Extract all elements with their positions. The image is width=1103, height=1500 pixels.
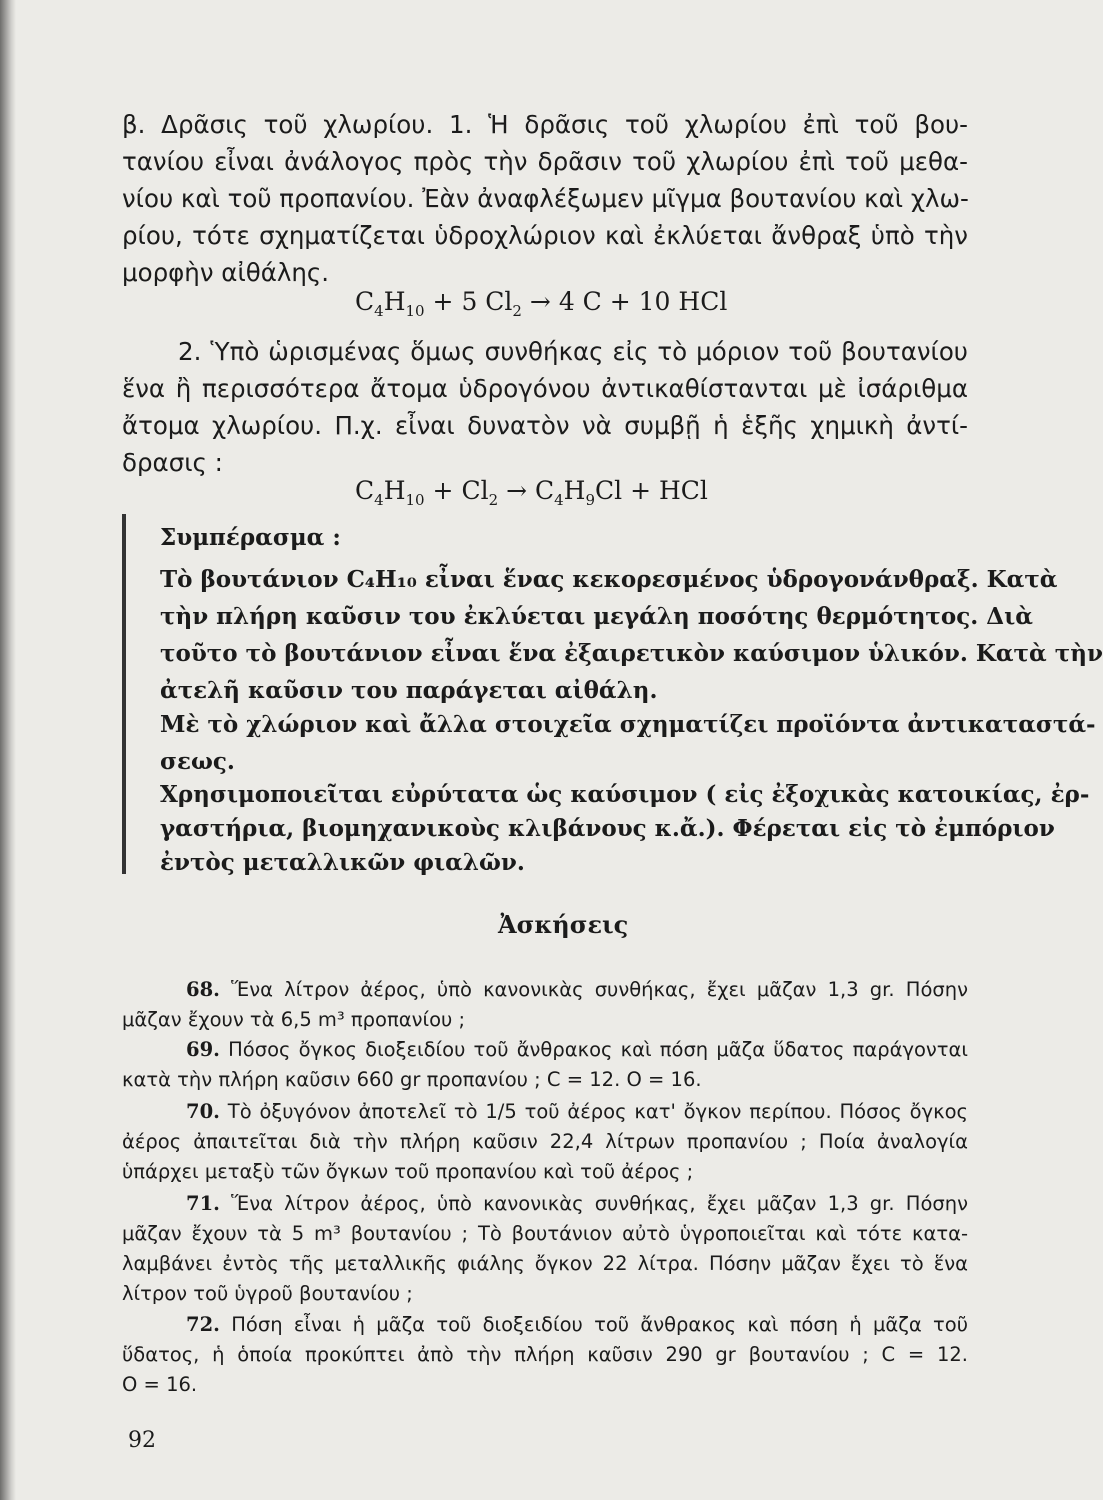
para2-line-2: ἕνα ἢ περισσότερα ἄτομα ὑδρογόνου ἀντικαθίστανται μὲ ἰσάριθμα <box>122 374 968 403</box>
exercise-69-text-1: Πόσος ὄγκος διοξειδίου τοῦ ἄνθρακος καὶ πόση μᾶζα ὕδατος παράγονται <box>228 1038 968 1061</box>
section-b-line-1: β. Δρᾶσις τοῦ χλωρίου. 1. Ἡ δρᾶσις τοῦ χλωρίου ἐπὶ τοῦ βου- <box>122 110 968 139</box>
conclusion-line-3: τοῦτο τὸ βουτάνιον εἶναι ἕνα ἐξαιρετικὸν καύσιμον ὑλικόν. Κατὰ τὴν <box>160 640 1103 667</box>
f1-chlorine: + 5 Cl <box>432 287 513 316</box>
f1-carbon-sub: 4 <box>374 302 384 320</box>
exercise-69-line-1 <box>122 1038 968 1061</box>
substitution-equation <box>355 476 708 509</box>
exercise-71-line-2: μᾶζαν ἔχουν τὰ 5 m³ βουτανίου ; Τὸ βουτάνιον αὐτὸ ὑγροποιεῖται καὶ τότε κατα- <box>122 1222 968 1245</box>
exercise-72-text-1: Πόση εἶναι ἡ μᾶζα τοῦ διοξειδίου τοῦ ἄνθρακος καὶ πόση ἡ μᾶζα τοῦ <box>231 1313 968 1336</box>
conclusion-line-7: Χρησιμοποιεῖται εὐρύτατα ὡς καύσιμον ( εἰς ἐξοχικὰς κατοικίας, ἐρ- <box>160 781 1090 808</box>
f1-arrow-icon: → <box>529 287 551 316</box>
conclusion-line-1: Τὸ βουτάνιον C₄H₁₀ εἶναι ἕνας κεκορεσμένος ὑδρογονάνθραξ. Κατὰ <box>160 566 1058 593</box>
conclusion-line-2: τὴν πλήρη καῦσιν του ἐκλύεται μεγάλη ποσότης θερμότητος. Διὰ <box>160 603 1033 630</box>
section-b-line-3: νίου καὶ τοῦ προπανίου. Ἐὰν ἀναφλέξωμεν μῖγμα βουτανίου καὶ χλω- <box>122 184 969 213</box>
exercise-68-line-2: μᾶζαν ἔχουν τὰ 6,5 m³ προπανίου ; <box>122 1008 466 1031</box>
f2-arrow-icon: → <box>506 476 528 505</box>
section-b-line-4: ρίου, τότε σχηματίζεται ὑδροχλώριον καὶ ἐκλύεται ἄνθραξ ὑπὸ τὴν <box>122 221 968 250</box>
exercise-68-line-1 <box>122 978 968 1001</box>
f2-hydrogen-sub: 10 <box>405 491 425 509</box>
page-number: 92 <box>128 1428 156 1453</box>
section-b-line-2: τανίου εἶναι ἀνάλογος πρὸς τὴν δρᾶσιν τοῦ χλωρίου ἐπὶ τοῦ μεθα- <box>122 147 968 176</box>
f2-chlorine-sub: 2 <box>488 491 499 509</box>
f2-prod-hydrogen: H <box>563 476 586 505</box>
binding-shadow <box>0 0 16 1500</box>
exercise-72-line-3: O = 16. <box>122 1373 198 1396</box>
exercise-68-number: 68. <box>186 978 220 1001</box>
exercise-70-line-1 <box>122 1100 968 1123</box>
exercise-72-line-1 <box>122 1313 968 1336</box>
f2-hydrogen: H <box>383 476 406 505</box>
conclusion-line-9: ἐντὸς μεταλλικῶν φιαλῶν. <box>160 849 525 876</box>
f1-hydrogen: H <box>383 287 406 316</box>
f1-chlorine-sub: 2 <box>512 302 522 320</box>
exercise-70-line-3: ὑπάρχει μεταξὺ τῶν ὄγκων τοῦ προπανίου καὶ τοῦ ἀέρος ; <box>122 1160 694 1183</box>
exercise-71-line-4: λίτρον τοῦ ὑγροῦ βουτανίου ; <box>122 1282 413 1305</box>
para2-line-3: ἄτομα χλωρίου. Π.χ. εἶναι δυνατὸν νὰ συμβῇ ἡ ἑξῆς χημικὴ ἀντί- <box>122 411 968 440</box>
f1-hydrogen-sub: 10 <box>405 302 425 320</box>
exercise-69-number: 69. <box>186 1038 220 1061</box>
exercises-heading: Ἀσκήσεις <box>498 910 629 939</box>
exercise-71-line-3: λαμβάνει ἐντὸς τῆς μεταλλικῆς φιάλης ὄγκον 22 λίτρα. Πόσην μᾶζαν ἔχει τὸ ἕνα <box>122 1252 968 1275</box>
f1-products: 4 C + 10 HCl <box>558 287 728 316</box>
conclusion-line-4: ἀτελῆ καῦσιν του παράγεται αἰθάλη. <box>160 677 658 704</box>
exercise-71-number: 71. <box>186 1192 220 1215</box>
f2-prod-hydrogen-sub: 9 <box>585 491 596 509</box>
para2-line-1: 2. Ὑπὸ ὡρισμένας ὅμως συνθήκας εἰς τὸ μόριον τοῦ βουτανίου <box>178 337 968 366</box>
f2-chlorine: + Cl <box>432 476 489 505</box>
section-b-line-5: μορφὴν αἰθάλης. <box>122 258 330 287</box>
exercise-71-line-1 <box>122 1192 968 1215</box>
exercise-70-text-1: Τὸ ὀξυγόνον ἀποτελεῖ τὸ 1/5 τοῦ ἀέρος κατ' ὄγκον περίπου. Πόσος ὄγκος <box>227 1100 968 1123</box>
f2-prod-rest: Cl + HCl <box>595 476 708 505</box>
f2-prod-carbon-sub: 4 <box>554 491 564 509</box>
para2-line-4: δρασις : <box>122 448 223 477</box>
conclusion-line-6: σεως. <box>160 748 235 775</box>
exercise-70-line-2: ἀέρος ἀπαιτεῖται διὰ τὴν πλήρη καῦσιν 22,4 λίτρων προπανίου ; Ποία ἀναλογία <box>122 1130 968 1153</box>
conclusion-line-5: Μὲ τὸ χλώριον καὶ ἄλλα στοιχεῖα σχηματίζει προϊόντα ἀντικαταστά- <box>160 711 1096 738</box>
exercise-72-line-2: ὕδατος, ἡ ὁποία προκύπτει ἀπὸ τὴν πλήρη καῦσιν 290 gr βουτανίου ; C = 12. <box>122 1343 968 1366</box>
exercise-70-number: 70. <box>186 1100 220 1123</box>
f1-carbon: C <box>355 287 375 316</box>
exercise-68-text-1: Ἕνα λίτρον ἀέρος, ὑπὸ κανονικὰς συνθήκας, ἔχει μᾶζαν 1,3 gr. Πόσην <box>231 978 968 1001</box>
f2-carbon: C <box>355 476 375 505</box>
exercise-69-line-2: κατὰ τὴν πλήρη καῦσιν 660 gr προπανίου ; C = 12. O = 16. <box>122 1068 702 1091</box>
exercise-72-number: 72. <box>186 1313 220 1336</box>
conclusion-rule <box>122 514 126 874</box>
exercise-71-text-1: Ἕνα λίτρον ἀέρος, ὑπὸ κανονικὰς συνθήκας, ἔχει μᾶζαν 1,3 gr. Πόσην <box>231 1192 968 1215</box>
f2-prod-carbon: C <box>534 476 555 505</box>
f2-carbon-sub: 4 <box>374 491 384 509</box>
conclusion-title: Συμπέρασμα : <box>160 524 341 551</box>
conclusion-line-8: γαστήρια, βιομηχανικοὺς κλιβάνους κ.ἄ.). Φέρεται εἰς τὸ ἐμπόριον <box>160 815 1055 842</box>
combustion-equation <box>355 287 727 320</box>
